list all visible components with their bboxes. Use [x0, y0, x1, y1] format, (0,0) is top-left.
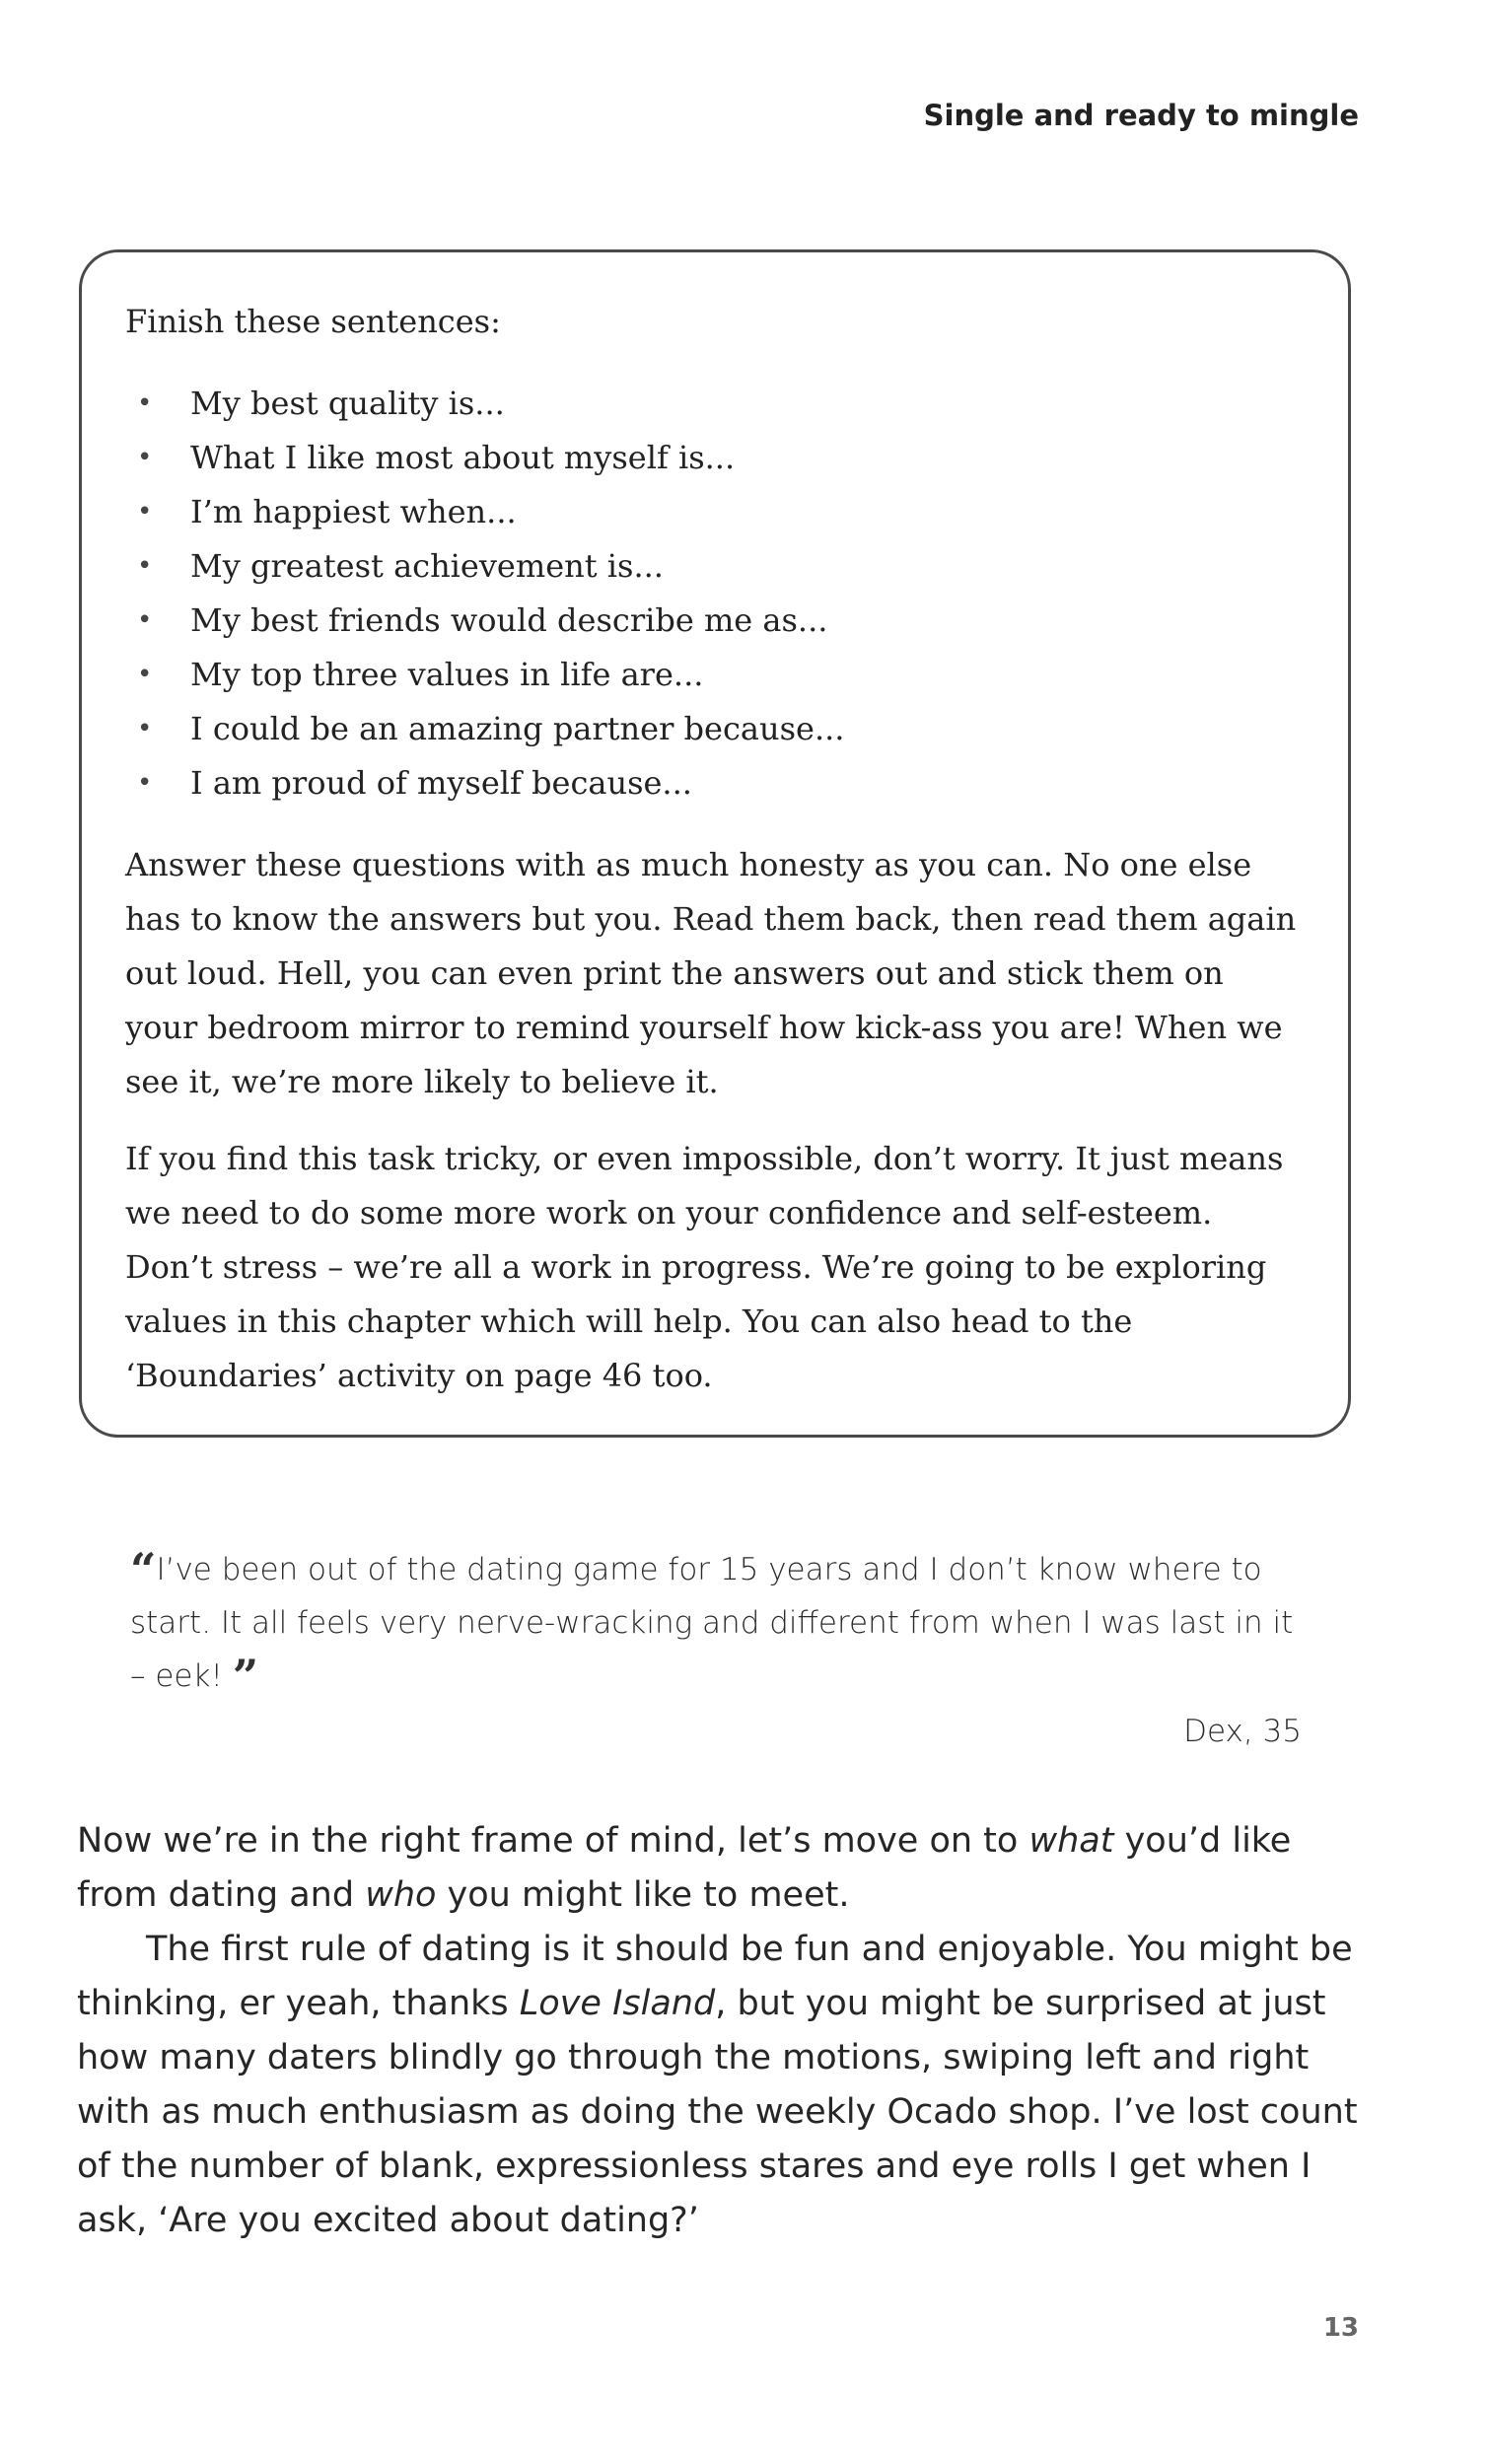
- body-paragraph-1: Now we’re in the right frame of mind, let’s move on to what you’d like from dating and who you might like to meet.: [77, 1821, 1292, 1915]
- bullet-icon: •: [137, 605, 153, 635]
- list-item: • I am proud of myself because...: [125, 756, 1305, 810]
- body-paragraph-2: The first rule of dating is it should be fun and enjoyable. You might be thinking, er yeah, thanks Love Island, but you might be surprised at just how many daters blindly go through the motions, swiping left and right with as much enthusiasm as doing the weekly Ocado shop. I’ve lost count of the number of blank, expressionless stares and eye rolls I get when I ask, ‘Are you excited about dating?’: [77, 1930, 1358, 2240]
- running-head: Single and ready to mingle: [923, 99, 1359, 132]
- bullet-icon: •: [137, 443, 153, 472]
- activity-paragraph-2: If you find this task tricky, or even impossible, don’t worry. It just means we need to do some more work on your confidence and self-esteem. Don’t stress – we’re all a work in progress. We’re going to be exploring values in this chapter which will help. You can also head to the ‘Boundaries’ activity on page 46 too.: [125, 1140, 1284, 1394]
- activity-intro: Finish these sentences:: [125, 303, 501, 340]
- prompt-list: [125, 377, 1305, 810]
- body-text: [77, 1814, 1359, 2248]
- list-item: • I could be an amazing partner because...: [125, 702, 1305, 756]
- bullet-icon: •: [137, 551, 153, 581]
- close-quote-mark: ”: [232, 1650, 259, 1703]
- pull-quote: [130, 1543, 1304, 1758]
- quote-author: Dex, 35: [1183, 1714, 1302, 1749]
- list-item: • What I like most about myself is...: [125, 431, 1305, 485]
- page-number: 13: [1322, 2313, 1359, 2343]
- quote-text: “I’ve been out of the dating game for 15 years and I don’t know where to start. It all feels very nerve-wracking and different from when I was last in it – eek! ”: [130, 1543, 1294, 1703]
- list-item: • I’m happiest when...: [125, 485, 1305, 539]
- bullet-icon: •: [137, 714, 153, 743]
- open-quote-mark: “: [130, 1543, 157, 1596]
- list-item: • My best friends would describe me as...: [125, 594, 1305, 648]
- list-item: • My greatest achievement is...: [125, 539, 1305, 594]
- list-item: • My best quality is...: [125, 377, 1305, 431]
- bullet-icon: •: [137, 768, 153, 798]
- activity-box: [79, 249, 1351, 1438]
- bullet-icon: •: [137, 497, 153, 527]
- activity-paragraph-1: Answer these questions with as much honesty as you can. No one else has to know the answers but you. Read them back, then read them again out loud. Hell, you can even print the answers out and stick them on your bedroom mirror to remind yourself how kick-ass you are! When we see it, we’re more likely to believe it.: [125, 846, 1297, 1100]
- bullet-icon: •: [137, 660, 153, 689]
- bullet-icon: •: [137, 388, 153, 418]
- list-item: • My top three values in life are...: [125, 648, 1305, 702]
